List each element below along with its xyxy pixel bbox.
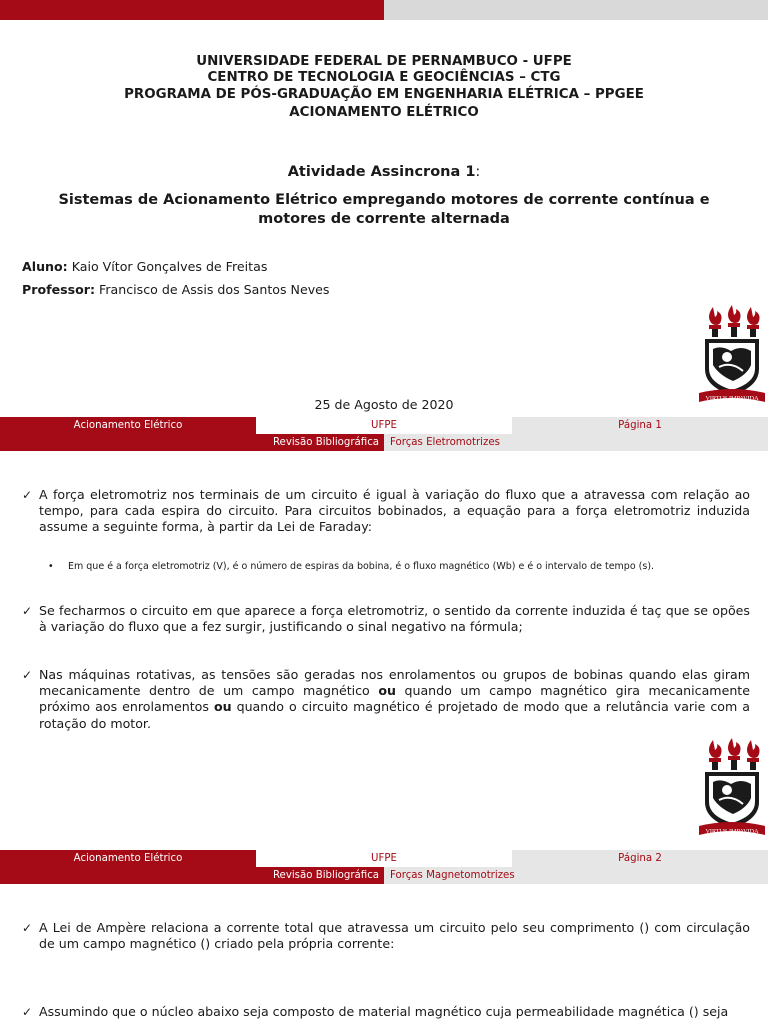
paragraph-core [22,1004,750,1020]
activity-title-suffix: : [475,164,481,180]
university-heading: UNIVERSIDADE FEDERAL DE PERNAMBUCO - UFPE [196,54,572,69]
ufpe-crest-icon [697,738,767,843]
footer-course: Acionamento Elétrico [0,417,256,434]
footer-page-number: Página 1 [512,417,768,434]
student-name: Kaio Vítor Gonçalves de Freitas [67,259,268,274]
course-heading: ACIONAMENTO ELÉTRICO [289,105,479,120]
check-icon: ✓ [22,488,33,502]
footer-university-2: UFPE [256,850,512,867]
footer-course-2: Acionamento Elétrico [0,850,256,867]
footer-section-2: Revisão Bibliográfica [268,867,384,884]
ufpe-logo-2 [697,738,767,843]
paragraph-rotating-machines [22,667,750,732]
footer-topic: Forças Eletromotrizes [384,434,768,451]
paragraph-lenz [22,603,750,635]
check-icon: ✓ [22,921,33,935]
paragraph-core-text: Assumindo que o núcleo abaixo seja composto de material magnético cuja permeabilidade magnética () seja [39,1004,729,1019]
top-bar-red [0,0,384,20]
p3-part-b: quando um campo magnético gira mecanicamente próximo aos enrolamentos [39,683,750,715]
footer-section: Revisão Bibliográfica [268,434,384,451]
program-heading: PROGRAMA DE PÓS-GRADUAÇÃO EM ENGENHARIA ELÉTRICA – PPGEE [124,87,644,102]
professor-label: Professor: [22,282,96,297]
top-bar-gray [384,0,768,20]
logo-motto: VIRTUS IMPAVIDA [705,395,759,402]
paragraph-faraday-text: A força eletromotriz nos terminais de um circuito é igual à variação do fluxo que a atravessa com relação ao tempo, para cada espira do circuito. Para circuitos bobinados, a equação para a força eletromotriz induzida assume a seguinte forma, à partir da Lei de Faraday: [39,487,750,535]
p3-part-c: quando o circuito magnético é projetado de modo que a relutância varie com a rotação do motor. [39,699,750,731]
professor-line [22,282,329,298]
p3-or-1: ou [378,683,396,699]
activity-title-bold: Atividade Assincrona 1 [287,164,476,180]
bullet-variables [48,561,654,573]
activity-subtitle: Sistemas de Acionamento Elétrico empregando motores de corrente contínua e motores de corrente alternada [58,192,710,227]
ufpe-crest-icon [697,305,767,410]
professor-name: Francisco de Assis dos Santos Neves [95,282,330,297]
bullet-dot-icon: • [48,561,54,572]
footer-university: UFPE [256,417,512,434]
footer-page-number-2: Página 2 [512,850,768,867]
footer-topic-2: Forças Magnetomotrizes [384,867,768,884]
p3-part-a: Nas máquinas rotativas, as tensões são geradas nos enrolamentos ou grupos de bobinas quando elas giram mecanicamente dentro de um campo magnético [39,667,750,699]
logo-motto-2: VIRTUS IMPAVIDA [705,828,759,835]
paragraph-rotating-machines-text [39,667,750,732]
paragraph-lenz-text: Se fecharmos o circuito em que aparece a força eletromotriz, o sentido da corrente induzida é taç que se opões à variação do fluxo que a fez surgir, justificando o sinal negativo na fórmula; [39,603,750,635]
check-icon: ✓ [22,668,33,682]
date: 25 de Agosto de 2020 [314,397,454,412]
check-icon: ✓ [22,604,33,618]
student-line [22,259,267,275]
activity-title [0,163,768,181]
student-label: Aluno: [22,259,68,274]
paragraph-faraday [22,487,750,536]
paragraph-ampere-text: A Lei de Ampère relaciona a corrente total que atravessa um circuito pelo seu comprimento () com circulação de um campo magnético () criado pela própria corrente: [39,920,750,952]
bullet-variables-text: Em que é a força eletromotriz (V), é o número de espiras da bobina, é o fluxo magnético (Wb) e é o intervalo de tempo (s). [68,561,655,572]
ufpe-logo [697,305,767,410]
p3-or-2: ou [213,699,232,715]
paragraph-ampere [22,920,750,952]
center-heading: CENTRO DE TECNOLOGIA E GEOCIÊNCIAS – CTG [207,70,561,85]
check-icon: ✓ [22,1005,33,1019]
